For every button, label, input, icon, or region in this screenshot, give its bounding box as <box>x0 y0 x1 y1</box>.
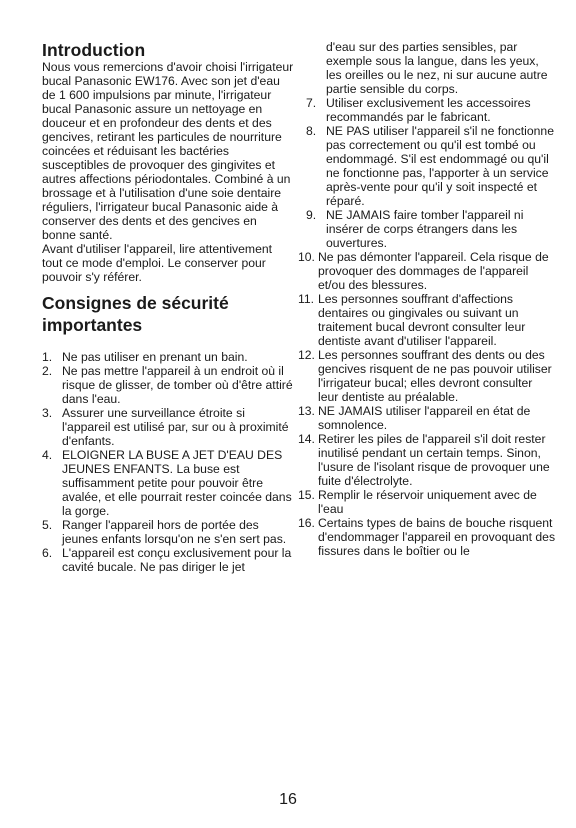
item-number: 16. <box>298 516 315 530</box>
item-text: L'appareil est conçu exclusivement pour la cavité bucale. Ne pas diriger le jet <box>62 546 292 574</box>
list-item <box>42 546 294 574</box>
safety-title: Consignes de sécurité importantes <box>42 293 229 335</box>
list-item <box>298 250 556 292</box>
item-6-continuation: d'eau sur des parties sensibles, par exemple sous la langue, dans les yeux, les oreilles ou le nez, ni sur aucune autre partie sensible du corps. <box>326 40 548 96</box>
item-number: 8. <box>306 124 317 138</box>
intro-paragraph-1: Nous vous remercions d'avoir choisi l'irrigateur bucal Panasonic EW176. Avec son jet d'eau de 1 600 impulsions par minute, l'irrigateur bucal Panasonic assure un nettoyage en douceur et en profondeur des dents et des gencives, retirant les particules de nourriture coincées et réduisant les bactéries susceptibles de provoquer des gingivites et autres affections périodontales. Combiné à un brossage et à l'utilisation d'une soie dentaire réguliers, l'irrigateur bucal Panasonic aide à conserver des dents et des gencives en bonne santé. <box>42 60 294 242</box>
item-number: 9. <box>306 208 317 222</box>
list-item <box>42 364 294 406</box>
list-item <box>298 404 556 432</box>
item-number: 3. <box>42 406 53 420</box>
item-number: 4. <box>42 448 53 462</box>
item-number: 10. <box>298 250 315 264</box>
left-column <box>42 40 294 574</box>
item-text: ELOIGNER LA BUSE A JET D'EAU DES JEUNES ENFANTS. La buse est suffisamment petite pour pouvoir être avalée, et elle pourrait rester coincée dans la gorge. <box>62 448 292 518</box>
intro-title: Introduction <box>42 40 146 60</box>
item-text: Remplir le réservoir uniquement avec de l'eau <box>318 488 537 516</box>
list-item <box>42 406 294 448</box>
item-number: 2. <box>42 364 53 378</box>
list-item <box>298 488 556 516</box>
list-item <box>298 432 556 488</box>
item-number: 5. <box>42 518 53 532</box>
item-text: Les personnes souffrant d'affections dentaires ou gingivales ou suivant un traitement bucal devront consulter leur dentiste avant d'utiliser l'appareil. <box>318 292 526 348</box>
list-item <box>298 292 556 348</box>
list-item <box>298 348 556 404</box>
item-text: Ranger l'appareil hors de portée des jeunes enfants lorsqu'on ne s'en sert pas. <box>62 518 287 546</box>
item-text: Ne pas utiliser en prenant un bain. <box>62 350 248 364</box>
right-column <box>298 40 556 558</box>
item-text: Les personnes souffrant des dents ou des gencives risquent de ne pas pouvoir utiliser l'irrigateur bucal; elles devront consulter leur dentiste au préalable. <box>318 348 552 404</box>
list-item <box>42 350 294 364</box>
item-text: Certains types de bains de bouche risquent d'endommager l'appareil en provoquant des fissures dans le boîtier ou le <box>318 516 556 558</box>
item-number: 11. <box>298 292 315 306</box>
list-item <box>42 448 294 518</box>
item-text: Ne pas démonter l'appareil. Cela risque de provoquer des dommages de l'appareil et/ou des blessures. <box>318 250 549 292</box>
list-item <box>306 124 556 208</box>
item-text: Ne pas mettre l'appareil à un endroit où il risque de glisser, de tomber où d'être attiré dans l'eau. <box>62 364 293 406</box>
list-item <box>298 516 556 558</box>
item-number: 14. <box>298 432 315 446</box>
safety-list-left <box>42 350 294 574</box>
item-text: Utiliser exclusivement les accessoires recommandés par le fabricant. <box>326 96 531 124</box>
page-number: 16 <box>279 791 297 808</box>
item-number: 1. <box>42 350 53 364</box>
item-text: NE JAMAIS faire tomber l'appareil ni insérer de corps étrangers dans les ouvertures. <box>326 208 524 250</box>
safety-list-right <box>298 96 556 558</box>
item-number: 12. <box>298 348 315 362</box>
item-number: 7. <box>306 96 317 110</box>
item-text: Retirer les piles de l'appareil s'il doit rester inutilisé pendant un certain temps. Sinon, l'usure de l'isolant risque de provoquer une fuite d'électrolyte. <box>318 432 550 488</box>
list-item <box>42 518 294 546</box>
item-text: NE JAMAIS utiliser l'appareil en état de somnolence. <box>318 404 531 432</box>
item-number: 13. <box>298 404 315 418</box>
list-item <box>306 96 556 124</box>
intro-paragraph-2: Avant d'utiliser l'appareil, lire attentivement tout ce mode d'emploi. Le conserver pour pouvoir s'y référer. <box>42 242 273 284</box>
item-number: 6. <box>42 546 53 560</box>
item-text: Assurer une surveillance étroite si l'appareil est utilisé par, sur ou à proximité d'enfants. <box>62 406 289 448</box>
item-number: 15. <box>298 488 315 502</box>
item-text: NE PAS utiliser l'appareil s'il ne fonctionne pas correctement ou qu'il est tombé ou endommagé. S'il est endommagé ou qu'il ne fonctionne pas, l'apporter à un service après-vente pour qu'il y soit inspecté et réparé. <box>326 124 554 208</box>
list-item <box>306 208 556 250</box>
